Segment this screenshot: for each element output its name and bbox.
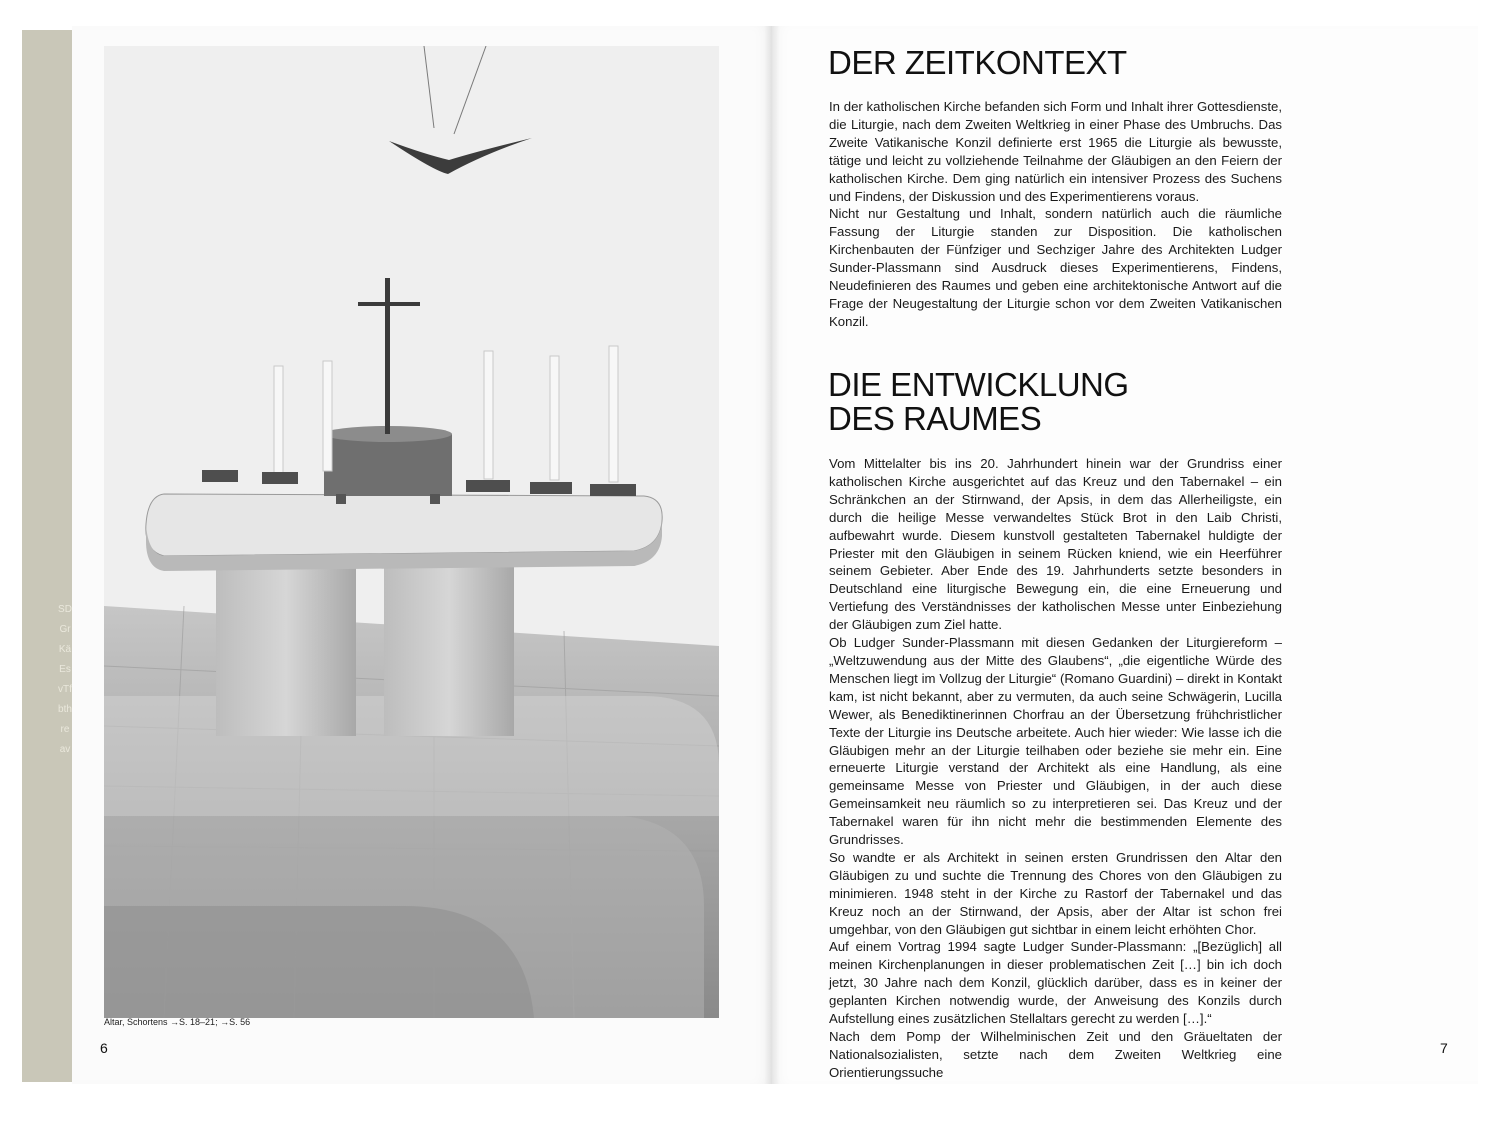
- spine-text-fragment: SDGrKäEsvTfbthreav: [58, 604, 72, 755]
- page-number-left: 6: [100, 1040, 108, 1056]
- altar-photo: [104, 46, 719, 1018]
- paragraph: In der katholischen Kirche befanden sich Form und Inhalt ihrer Gottesdienste, die Liturgie, nach dem Zweiten Weltkrieg in einer Phase des Umbruchs. Das Zweite Vatikanische Konzil definierte erst 1965 die Liturgie als bewusste, tätige und leicht zu vollziehende Teilnahme der Gläubigen an den Feiern der katholischen Kirche. Dem ging natürlich ein intensiver Prozess des Suchens und Findens, der Diskussion und des Experimentierens voraus.: [829, 99, 1282, 204]
- page-number-right: 7: [1440, 1040, 1448, 1056]
- heading-line: DIE ENTWICKLUNG: [828, 366, 1129, 403]
- section-heading-zeitkontext: DER ZEITKONTEXT: [828, 44, 1127, 81]
- paragraph: Nach dem Pomp der Wilhelminischen Zeit und den Gräueltaten der Nationalsozialisten, setzte nach dem Zweiten Weltkrieg eine Orientierungssuche: [829, 1029, 1282, 1080]
- paragraph: Ob Ludger Sunder-Plassmann mit diesen Gedanken der Liturgiereform – „Weltzuwendung aus der Mitte des Glaubens“, „die eigentliche Würde des Menschen liegt im Vollzug der Liturgie“ (Romano Guardini) – direkt in Kontakt kam, ist nicht bekannt, aber zu vermuten, da auch seine Schwägerin, Lucilla Wewer, als Benediktinerinnen Chorfrau an der Übersetzung frühchristlicher Texte der Liturgie ins Deutsche arbeitete. Auch hier wieder: Wie lasse ich die Gläubigen mehr an der Liturgie teilhaben oder beziehe sie mehr ein. Eine erneuerte Liturgie verstand der Architekt als eine Handlung, als eine gemeinsame Messe von Priester und Gläubigen, in der auch diese Gemeinsamkeit neu räumlich so zu interpretieren sei. Das Kreuz und der Tabernakel waren für ihn nicht mehr die bestimmenden Elemente des Grundrisses.: [829, 635, 1282, 848]
- section-heading-entwicklung: [828, 368, 1129, 436]
- section-body-zeitkontext: [829, 98, 1282, 331]
- photo-caption: Altar, Schortens →S. 18–21; →S. 56: [104, 1017, 251, 1027]
- paragraph: Vom Mittelalter bis ins 20. Jahrhundert hinein war der Grundriss einer katholischen Kirche ausgerichtet auf das Kreuz und den Tabernakel – ein Schränkchen an der Stirnwand, der Apsis, in dem das Allerheiligste, ein durch die heilige Messe verwandeltes Stück Brot in den Laib Christi, aufbewahrt wurde. Diesem kunstvoll gestalteten Tabernakel huldigte der Priester mit den Gläubigen in seinem Rücken kniend, wie ein Heerführer seinem Gebieter. Aber Ende des 19. Jahrhunderts setzte besonders in Deutschland eine liturgische Bewegung ein, die eine Erneuerung und Vertiefung des Verständnisses der katholischen Messe unter Einbeziehung der Gläubigen zum Ziel hatte.: [829, 456, 1282, 633]
- heading-line: DES RAUMES: [828, 400, 1042, 437]
- paragraph: So wandte er als Architekt in seinen ersten Grundrissen den Altar den Gläubigen zu und suchte die Trennung des Chores von den Gläubigen zu minimieren. 1948 steht in der Kirche zu Rastorf der Tabernakel und das Kreuz noch an der Stirnwand, der Apsis, aber der Altar ist schon frei umgehbar, von den Gläubigen gut sichtbar in einem leicht erhöhten Chor.: [829, 849, 1282, 937]
- section-body-entwicklung: [829, 455, 1282, 1082]
- book-cover-edge: [22, 30, 74, 1082]
- paragraph: Nicht nur Gestaltung und Inhalt, sondern natürlich auch die räumliche Fassung der Liturgie standen zur Disposition. Die katholischen Kirchenbauten der Fünfziger und Sechziger Jahre des Architekten Ludger Sunder-Plassmann sind Ausdruck dieses Experimentierens, Findens, Neudefinieren des Raumes und geben eine architektonische Antwort auf die Frage der Neugestaltung der Liturgie schon vor dem Zweiten Vatikanischen Konzil.: [829, 206, 1282, 329]
- book-gutter: [764, 26, 780, 1084]
- altar-photo-drawing: [104, 46, 719, 1018]
- paragraph: Auf einem Vortrag 1994 sagte Ludger Sunder-Plassmann: „[Bezüglich] all meinen Kirchenplanungen in dieser problematischen Zeit […] bin ich doch jetzt, 30 Jahre nach dem Konzil, glücklich darüber, dass es in keiner der geplanten Kirchen notwendig wurde, der Anweisung des Konzils durch Aufstellung eines zusätzlichen Stellaltars gerecht zu werden […].“: [829, 939, 1282, 1027]
